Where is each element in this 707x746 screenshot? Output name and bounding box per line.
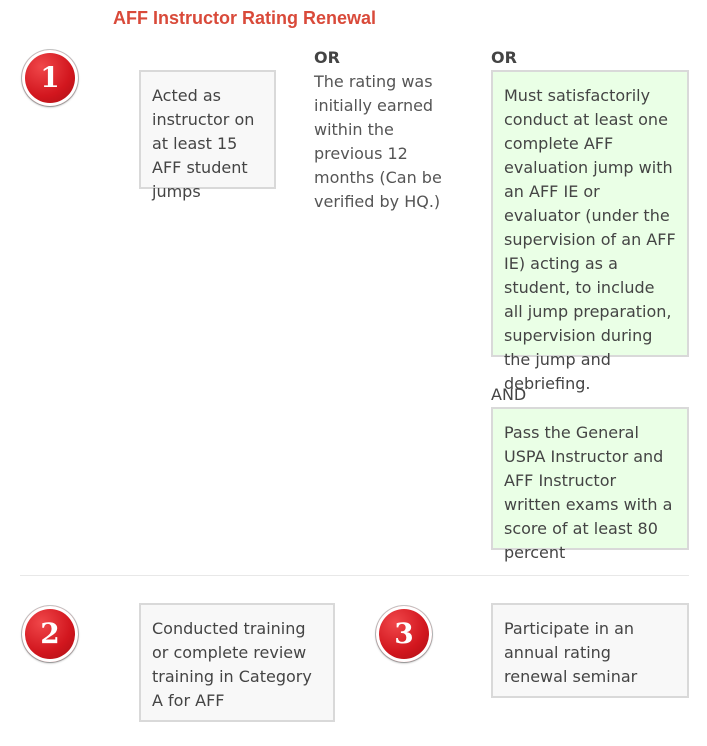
step-1-option-c-box (491, 70, 689, 393)
step-3-text: Participate in an annual rating renewal seminar (504, 619, 638, 686)
step-3-badge (376, 606, 432, 662)
page-title: AFF Instructor Rating Renewal (113, 8, 377, 28)
step-1-option-c-text: Must satisfactorily conduct at least one complete AFF evaluation jump with an AFF IE or evaluator (under the supervision of an AFF IE) acting as a student, to include all jump preparation, supervision during the jump and debriefing. (504, 86, 676, 393)
step-3-number: 3 (394, 617, 414, 650)
step-2-box (139, 603, 335, 722)
section-divider (20, 575, 689, 576)
and-label: AND (491, 385, 527, 404)
step-2-number: 2 (40, 617, 60, 650)
or-label-1: OR (314, 48, 340, 67)
step-1-option-b-text: The rating was initially earned within the previous 12 months (Can be verified by HQ.) (314, 72, 442, 211)
step-1-option-a-box (139, 70, 276, 201)
step-1-option-c-and-text: Pass the General USPA Instructor and AFF Instructor written exams with a score of at least 80 percent (504, 423, 673, 562)
step-2-text: Conducted training or complete review training in Category A for AFF (152, 619, 312, 710)
step-2-badge (22, 606, 78, 662)
step-1-number: 1 (40, 61, 60, 94)
or-label-2: OR (491, 48, 517, 67)
step-1-option-c-and-box (491, 407, 689, 562)
step-1-option-a-text: Acted as instructor on at least 15 AFF student jumps (152, 86, 255, 201)
step-3-box (491, 603, 689, 698)
step-1-badge (22, 50, 78, 106)
